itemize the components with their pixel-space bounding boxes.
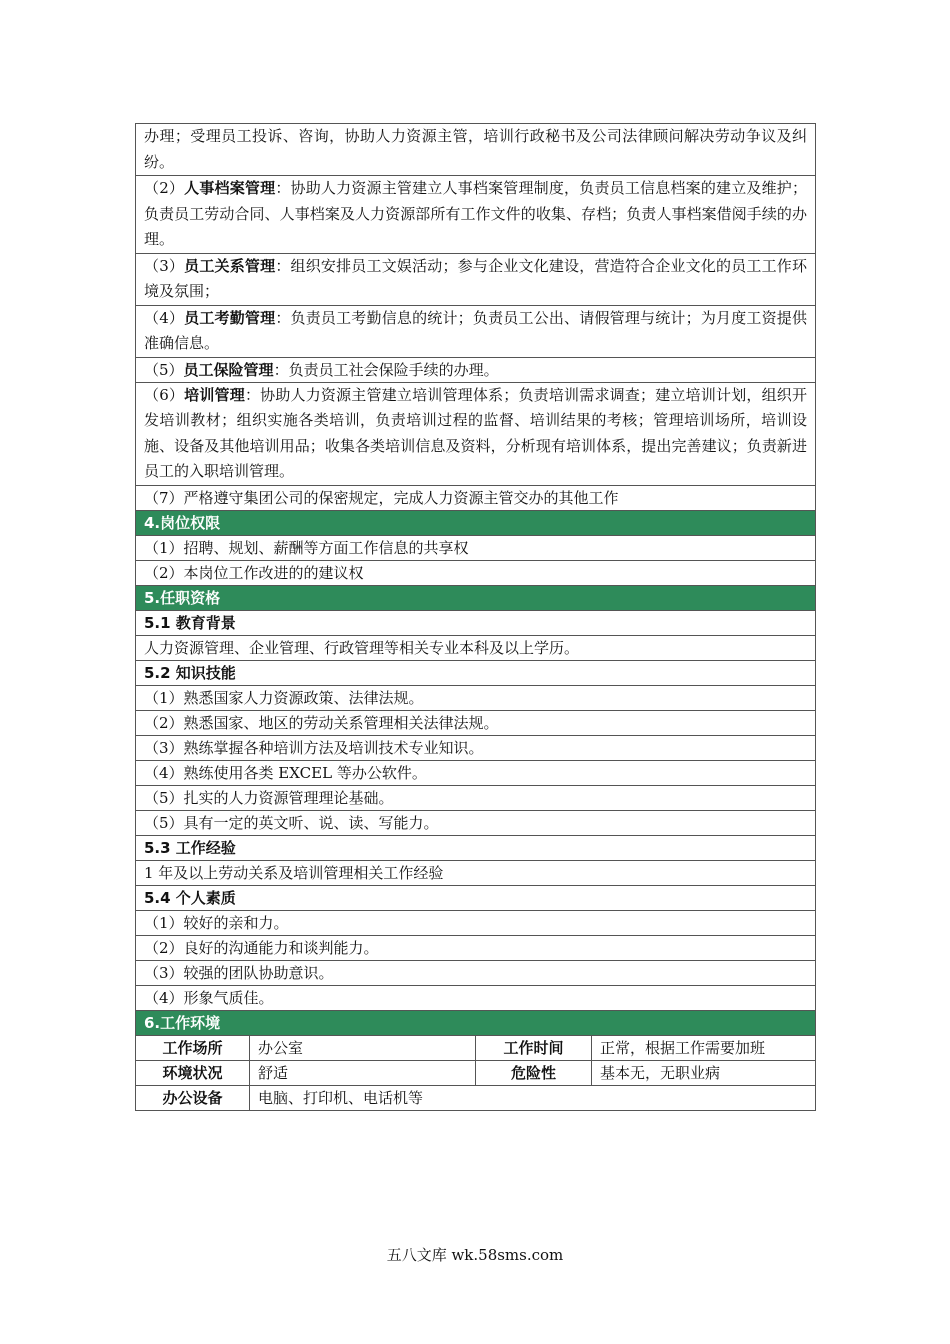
subsection-header (136, 610, 816, 635)
duty-text: ：负责员工社会保险手续的办理。 (273, 360, 499, 379)
page-footer: 五八文库 wk.58sms.com (386, 1246, 564, 1264)
subsection-title: 5.2 知识技能 (136, 660, 816, 685)
environment-row (136, 1035, 816, 1060)
duty-number: （5） (144, 360, 184, 379)
authority-row (136, 535, 816, 560)
work-place-label: 工作场所 (136, 1035, 250, 1060)
quality-row (136, 910, 816, 935)
risk-label: 危险性 (476, 1060, 592, 1085)
experience-row (136, 860, 816, 885)
duty-text: ：协助人力资源主管建立人事档案管理制度，负责员工信息档案的建立及维护；负责员工劳动合同、人事档案及人力资源部所有工作文件的收集、存档；负责人事档案借阅手续的办理。 (144, 179, 808, 248)
duty-text: ：协助人力资源主管建立培训管理体系；负责培训需求调查；建立培训计划，组织开发培训教材；组织实施各类培训，负责培训过程的监督、培训结果的考核；管理培训场所，培训设施、设备及其他培训用品；收集各类培训信息及资料，分析现有培训体系，提出完善建议；负责新进员工的入职培训管理。 (144, 385, 808, 480)
work-time-value: 正常，根据工作需要加班 (592, 1035, 816, 1060)
skill-item: （4）熟练使用各类 EXCEL 等办公软件。 (136, 760, 816, 785)
quality-item: （2）良好的沟通能力和谈判能力。 (136, 935, 816, 960)
duty-row (136, 305, 816, 357)
qualification-row (136, 635, 816, 660)
work-time-label: 工作时间 (476, 1035, 592, 1060)
duty-keyword: 员工关系管理 (184, 256, 276, 275)
section-title: 4.岗位权限 (136, 510, 816, 535)
skill-item: （5）扎实的人力资源管理理论基础。 (136, 785, 816, 810)
section-header (136, 510, 816, 535)
equipment-value: 电脑、打印机、电话机等 (250, 1085, 816, 1110)
quality-row (136, 985, 816, 1010)
quality-row (136, 935, 816, 960)
section-header (136, 585, 816, 610)
subsection-title: 5.4 个人素质 (136, 885, 816, 910)
section-title: 5.任职资格 (136, 585, 816, 610)
duty-number: （2） (144, 179, 185, 197)
skill-row (136, 760, 816, 785)
duty-number: （6） (144, 385, 185, 404)
environment-row (136, 1060, 816, 1085)
job-description-table (135, 123, 816, 1111)
authority-item: （2）本岗位工作改进的的建议权 (136, 560, 816, 585)
duty-number: （4） (144, 308, 185, 327)
skill-item: （2）熟悉国家、地区的劳动关系管理相关法律法规。 (136, 710, 816, 735)
work-place-value: 办公室 (250, 1035, 476, 1060)
duty-row (136, 253, 816, 305)
education-text: 人力资源管理、企业管理、行政管理等相关专业本科及以上学历。 (136, 635, 816, 660)
quality-item: （1）较好的亲和力。 (136, 910, 816, 935)
duty-row (136, 357, 816, 382)
subsection-header (136, 660, 816, 685)
duty-row (136, 176, 816, 254)
condition-label: 环境状况 (136, 1060, 250, 1085)
duty-keyword: 培训管理 (184, 385, 245, 404)
skill-row (136, 785, 816, 810)
duty-number: （3） (144, 256, 185, 275)
quality-row (136, 960, 816, 985)
skill-row (136, 685, 816, 710)
duty-row (136, 124, 816, 176)
authority-item: （1）招聘、规划、薪酬等方面工作信息的共享权 (136, 535, 816, 560)
duty-text: ：组织安排员工文娱活动；参与企业文化建设，营造符合企业文化的员工工作环境及氛围； (144, 256, 808, 300)
duty-keyword: 员工保险管理 (183, 360, 274, 379)
duty-row (136, 382, 816, 485)
experience-text: 1 年及以上劳动关系及培训管理相关工作经验 (136, 860, 816, 885)
section-header (136, 1010, 816, 1035)
risk-value: 基本无，无职业病 (592, 1060, 816, 1085)
skill-row (136, 735, 816, 760)
subsection-title: 5.3 工作经验 (136, 835, 816, 860)
subsection-header (136, 835, 816, 860)
duty-text: ：负责员工考勤信息的统计；负责员工公出、请假管理与统计；为月度工资提供准确信息。 (144, 308, 808, 352)
duty-text: （7）严格遵守集团公司的保密规定，完成人力资源主管交办的其他工作 (136, 485, 816, 510)
skill-item: （5）具有一定的英文听、说、读、写能力。 (136, 810, 816, 835)
quality-item: （3）较强的团队协助意识。 (136, 960, 816, 985)
subsection-title: 5.1 教育背景 (136, 610, 816, 635)
duty-text: 办理；受理员工投诉、咨询，协助人力资源主管，培训行政秘书及公司法律顾问解决劳动争议及纠纷。 (136, 124, 816, 176)
skill-row (136, 710, 816, 735)
subsection-header (136, 885, 816, 910)
duty-keyword: 人事档案管理 (184, 179, 276, 197)
quality-item: （4）形象气质佳。 (136, 985, 816, 1010)
condition-value: 舒适 (250, 1060, 476, 1085)
duty-keyword: 员工考勤管理 (184, 308, 276, 327)
equipment-label: 办公设备 (136, 1085, 250, 1110)
section-title: 6.工作环境 (136, 1010, 816, 1035)
authority-row (136, 560, 816, 585)
environment-row (136, 1085, 816, 1110)
skill-item: （3）熟练掌握各种培训方法及培训技术专业知识。 (136, 735, 816, 760)
skill-item: （1）熟悉国家人力资源政策、法律法规。 (136, 685, 816, 710)
skill-row (136, 810, 816, 835)
duty-row (136, 485, 816, 510)
